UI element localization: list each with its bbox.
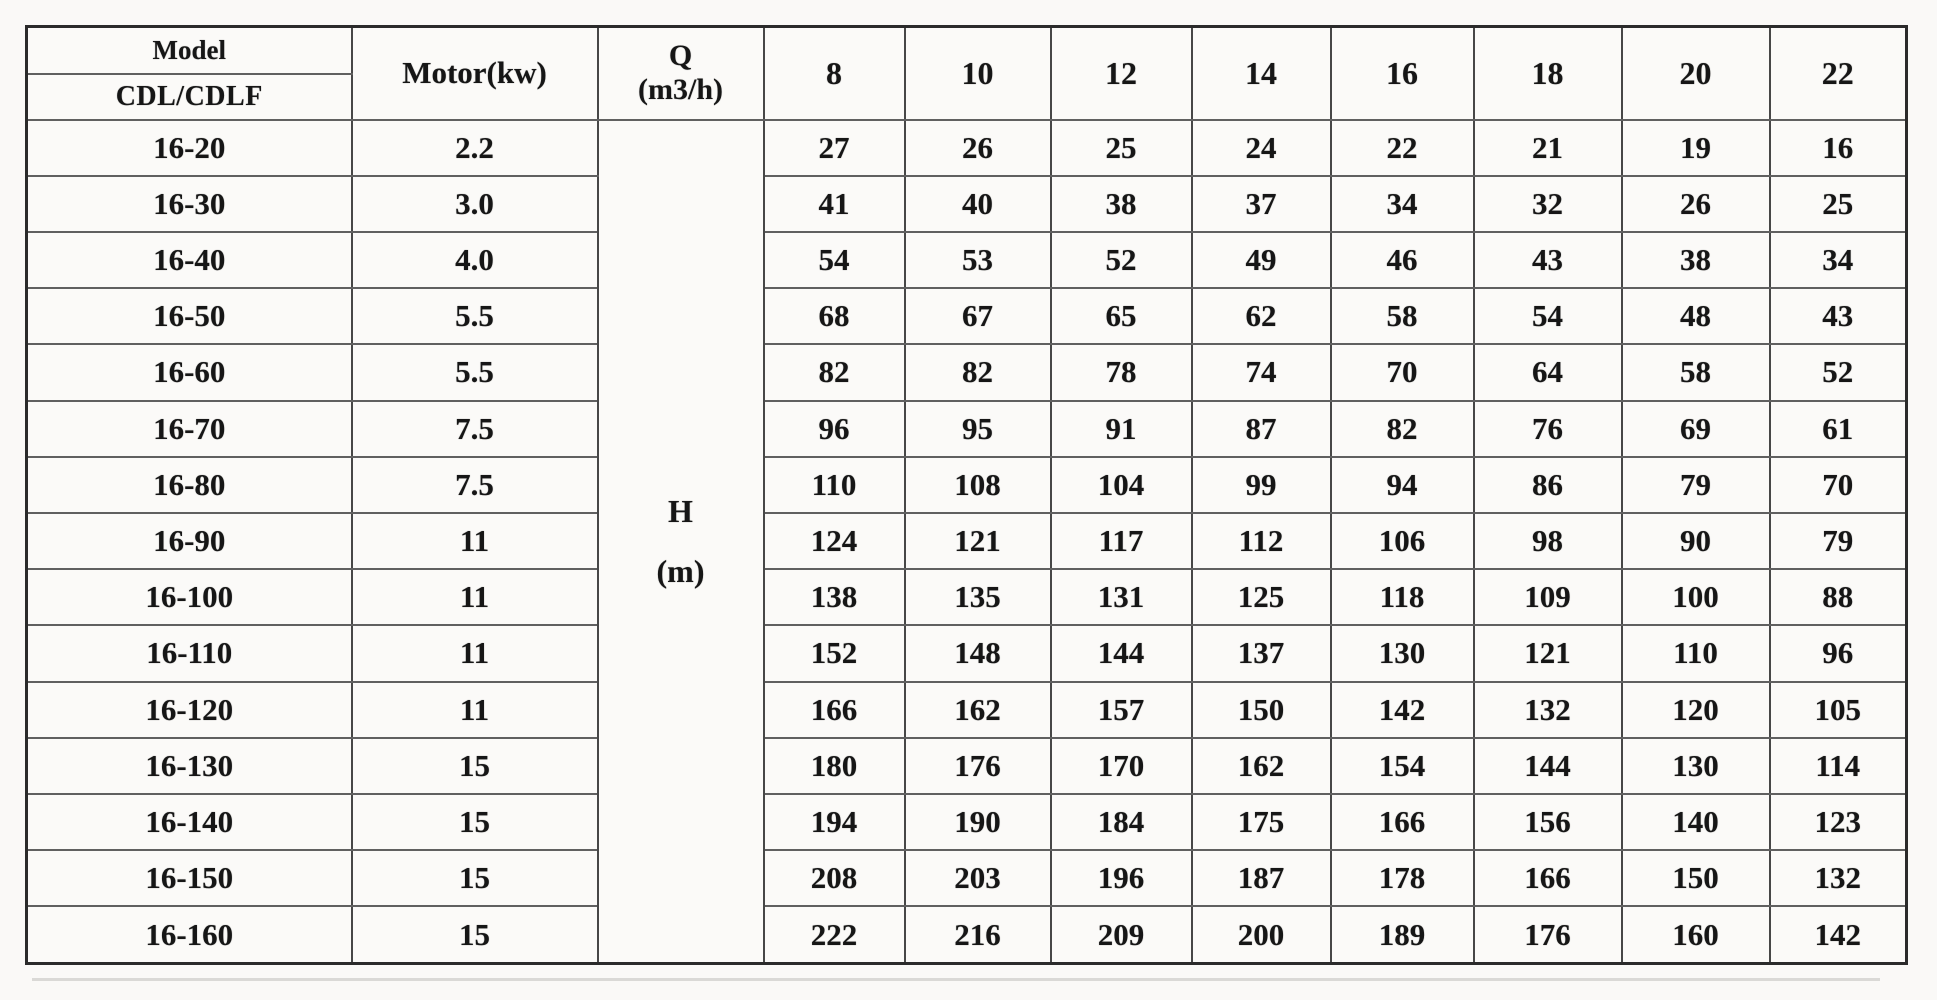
head-value-cell: 49 — [1192, 232, 1331, 288]
header-flow-20: 20 — [1622, 27, 1770, 120]
head-value-cell: 78 — [1051, 344, 1192, 400]
head-value-cell: 86 — [1474, 457, 1622, 513]
head-value-cell: 175 — [1192, 794, 1331, 850]
head-value-cell: 144 — [1051, 625, 1192, 681]
head-value-cell: 58 — [1331, 288, 1474, 344]
head-value-cell: 216 — [905, 906, 1051, 963]
head-unit-cell — [598, 120, 764, 964]
head-value-cell: 38 — [1622, 232, 1770, 288]
model-cell: 16-20 — [27, 120, 352, 176]
head-value-cell: 99 — [1192, 457, 1331, 513]
model-cell: 16-30 — [27, 176, 352, 232]
head-value-cell: 150 — [1192, 682, 1331, 738]
head-value-cell: 142 — [1770, 906, 1907, 963]
head-value-cell: 162 — [1192, 738, 1331, 794]
head-value-cell: 21 — [1474, 120, 1622, 176]
head-value-cell: 91 — [1051, 401, 1192, 457]
head-value-cell: 124 — [764, 513, 905, 569]
head-value-cell: 222 — [764, 906, 905, 963]
head-value-cell: 121 — [905, 513, 1051, 569]
header-flow-8: 8 — [764, 27, 905, 120]
head-value-cell: 209 — [1051, 906, 1192, 963]
head-value-cell: 98 — [1474, 513, 1622, 569]
head-value-cell: 96 — [764, 401, 905, 457]
head-value-cell: 43 — [1474, 232, 1622, 288]
head-value-cell: 162 — [905, 682, 1051, 738]
head-value-cell: 61 — [1770, 401, 1907, 457]
motor-power-cell: 15 — [352, 794, 598, 850]
table-row — [27, 176, 1907, 232]
head-value-cell: 144 — [1474, 738, 1622, 794]
head-value-cell: 22 — [1331, 120, 1474, 176]
model-cell: 16-60 — [27, 344, 352, 400]
head-value-cell: 25 — [1770, 176, 1907, 232]
header-flow-16: 16 — [1331, 27, 1474, 120]
flow-unit: (m3/h) — [638, 73, 723, 107]
motor-power-cell: 11 — [352, 625, 598, 681]
motor-power-cell: 4.0 — [352, 232, 598, 288]
head-value-cell: 135 — [905, 569, 1051, 625]
table-row — [27, 738, 1907, 794]
header-flow-12: 12 — [1051, 27, 1192, 120]
head-value-cell: 112 — [1192, 513, 1331, 569]
pump-specification-table — [25, 25, 1908, 965]
head-value-cell: 110 — [1622, 625, 1770, 681]
header-motor-label: Motor(kw) — [352, 27, 598, 120]
head-value-cell: 200 — [1192, 906, 1331, 963]
head-value-cell: 108 — [905, 457, 1051, 513]
table-row — [27, 794, 1907, 850]
head-value-cell: 140 — [1622, 794, 1770, 850]
head-value-cell: 154 — [1331, 738, 1474, 794]
motor-power-cell: 15 — [352, 850, 598, 906]
head-value-cell: 131 — [1051, 569, 1192, 625]
head-value-cell: 189 — [1331, 906, 1474, 963]
head-value-cell: 117 — [1051, 513, 1192, 569]
head-value-cell: 148 — [905, 625, 1051, 681]
model-cell: 16-160 — [27, 906, 352, 963]
head-value-cell: 69 — [1622, 401, 1770, 457]
head-value-cell: 82 — [764, 344, 905, 400]
head-value-cell: 87 — [1192, 401, 1331, 457]
head-value-cell: 76 — [1474, 401, 1622, 457]
header-row-top — [27, 27, 1907, 74]
table-row — [27, 682, 1907, 738]
head-value-cell: 132 — [1770, 850, 1907, 906]
head-unit: (m) — [656, 553, 705, 590]
head-value-cell: 208 — [764, 850, 905, 906]
head-value-cell: 32 — [1474, 176, 1622, 232]
motor-power-cell: 11 — [352, 569, 598, 625]
table-row — [27, 288, 1907, 344]
head-value-cell: 38 — [1051, 176, 1192, 232]
head-value-cell: 180 — [764, 738, 905, 794]
head-value-cell: 137 — [1192, 625, 1331, 681]
head-value-cell: 65 — [1051, 288, 1192, 344]
head-value-cell: 79 — [1622, 457, 1770, 513]
header-flow-14: 14 — [1192, 27, 1331, 120]
head-value-cell: 54 — [1474, 288, 1622, 344]
head-value-cell: 120 — [1622, 682, 1770, 738]
motor-power-cell: 11 — [352, 513, 598, 569]
table-row — [27, 569, 1907, 625]
head-value-cell: 156 — [1474, 794, 1622, 850]
table-row — [27, 232, 1907, 288]
header-flow-label — [598, 27, 764, 120]
head-value-cell: 16 — [1770, 120, 1907, 176]
head-value-cell: 100 — [1622, 569, 1770, 625]
motor-power-cell: 5.5 — [352, 288, 598, 344]
model-cell: 16-150 — [27, 850, 352, 906]
head-value-cell: 52 — [1051, 232, 1192, 288]
motor-power-cell: 5.5 — [352, 344, 598, 400]
table-row — [27, 513, 1907, 569]
head-value-cell: 121 — [1474, 625, 1622, 681]
head-value-cell: 27 — [764, 120, 905, 176]
head-value-cell: 109 — [1474, 569, 1622, 625]
head-value-cell: 90 — [1622, 513, 1770, 569]
scan-artifact-line — [32, 978, 1880, 981]
head-value-cell: 166 — [1331, 794, 1474, 850]
head-value-cell: 82 — [1331, 401, 1474, 457]
head-value-cell: 25 — [1051, 120, 1192, 176]
head-value-cell: 43 — [1770, 288, 1907, 344]
model-cell: 16-80 — [27, 457, 352, 513]
head-value-cell: 118 — [1331, 569, 1474, 625]
head-value-cell: 184 — [1051, 794, 1192, 850]
model-cell: 16-130 — [27, 738, 352, 794]
head-value-cell: 196 — [1051, 850, 1192, 906]
head-value-cell: 106 — [1331, 513, 1474, 569]
model-cell: 16-50 — [27, 288, 352, 344]
head-value-cell: 125 — [1192, 569, 1331, 625]
head-value-cell: 70 — [1331, 344, 1474, 400]
head-value-cell: 190 — [905, 794, 1051, 850]
head-value-cell: 19 — [1622, 120, 1770, 176]
head-value-cell: 138 — [764, 569, 905, 625]
motor-power-cell: 15 — [352, 906, 598, 963]
model-cell: 16-90 — [27, 513, 352, 569]
head-value-cell: 130 — [1331, 625, 1474, 681]
head-value-cell: 130 — [1622, 738, 1770, 794]
header-series-label: CDL/CDLF — [27, 74, 352, 120]
head-value-cell: 157 — [1051, 682, 1192, 738]
head-value-cell: 70 — [1770, 457, 1907, 513]
motor-power-cell: 15 — [352, 738, 598, 794]
head-value-cell: 41 — [764, 176, 905, 232]
header-flow-18: 18 — [1474, 27, 1622, 120]
model-cell: 16-110 — [27, 625, 352, 681]
table-body — [27, 120, 1907, 964]
head-value-cell: 132 — [1474, 682, 1622, 738]
head-value-cell: 110 — [764, 457, 905, 513]
model-cell: 16-100 — [27, 569, 352, 625]
motor-power-cell: 3.0 — [352, 176, 598, 232]
table-row — [27, 344, 1907, 400]
head-value-cell: 26 — [1622, 176, 1770, 232]
head-value-cell: 176 — [905, 738, 1051, 794]
head-value-cell: 178 — [1331, 850, 1474, 906]
head-value-cell: 187 — [1192, 850, 1331, 906]
head-value-cell: 82 — [905, 344, 1051, 400]
table-row — [27, 457, 1907, 513]
motor-power-cell: 2.2 — [352, 120, 598, 176]
head-symbol: H — [668, 493, 693, 530]
head-value-cell: 62 — [1192, 288, 1331, 344]
head-value-cell: 34 — [1331, 176, 1474, 232]
head-value-cell: 34 — [1770, 232, 1907, 288]
motor-power-cell: 7.5 — [352, 401, 598, 457]
head-value-cell: 79 — [1770, 513, 1907, 569]
head-value-cell: 96 — [1770, 625, 1907, 681]
header-flow-22: 22 — [1770, 27, 1907, 120]
head-value-cell: 105 — [1770, 682, 1907, 738]
head-value-cell: 68 — [764, 288, 905, 344]
head-value-cell: 52 — [1770, 344, 1907, 400]
model-cell: 16-120 — [27, 682, 352, 738]
head-value-cell: 88 — [1770, 569, 1907, 625]
head-value-cell: 64 — [1474, 344, 1622, 400]
table-row — [27, 120, 1907, 176]
head-value-cell: 160 — [1622, 906, 1770, 963]
head-value-cell: 53 — [905, 232, 1051, 288]
head-value-cell: 203 — [905, 850, 1051, 906]
head-value-cell: 150 — [1622, 850, 1770, 906]
head-value-cell: 74 — [1192, 344, 1331, 400]
head-value-cell: 194 — [764, 794, 905, 850]
head-value-cell: 48 — [1622, 288, 1770, 344]
header-model-label: Model — [27, 27, 352, 74]
head-value-cell: 104 — [1051, 457, 1192, 513]
head-value-cell: 142 — [1331, 682, 1474, 738]
table-row — [27, 401, 1907, 457]
head-value-cell: 114 — [1770, 738, 1907, 794]
head-value-cell: 166 — [1474, 850, 1622, 906]
motor-power-cell: 7.5 — [352, 457, 598, 513]
table-header — [27, 27, 1907, 120]
table-row — [27, 625, 1907, 681]
head-value-cell: 26 — [905, 120, 1051, 176]
head-value-cell: 94 — [1331, 457, 1474, 513]
head-value-cell: 67 — [905, 288, 1051, 344]
model-cell: 16-40 — [27, 232, 352, 288]
model-cell: 16-70 — [27, 401, 352, 457]
head-value-cell: 58 — [1622, 344, 1770, 400]
head-value-cell: 170 — [1051, 738, 1192, 794]
head-value-cell: 37 — [1192, 176, 1331, 232]
head-value-cell: 152 — [764, 625, 905, 681]
head-value-cell: 46 — [1331, 232, 1474, 288]
table-row — [27, 850, 1907, 906]
flow-symbol: Q — [668, 38, 693, 72]
head-value-cell: 54 — [764, 232, 905, 288]
head-value-cell: 123 — [1770, 794, 1907, 850]
model-cell: 16-140 — [27, 794, 352, 850]
head-value-cell: 24 — [1192, 120, 1331, 176]
motor-power-cell: 11 — [352, 682, 598, 738]
head-value-cell: 40 — [905, 176, 1051, 232]
head-value-cell: 166 — [764, 682, 905, 738]
head-value-cell: 176 — [1474, 906, 1622, 963]
head-value-cell: 95 — [905, 401, 1051, 457]
table-row — [27, 906, 1907, 963]
header-flow-10: 10 — [905, 27, 1051, 120]
